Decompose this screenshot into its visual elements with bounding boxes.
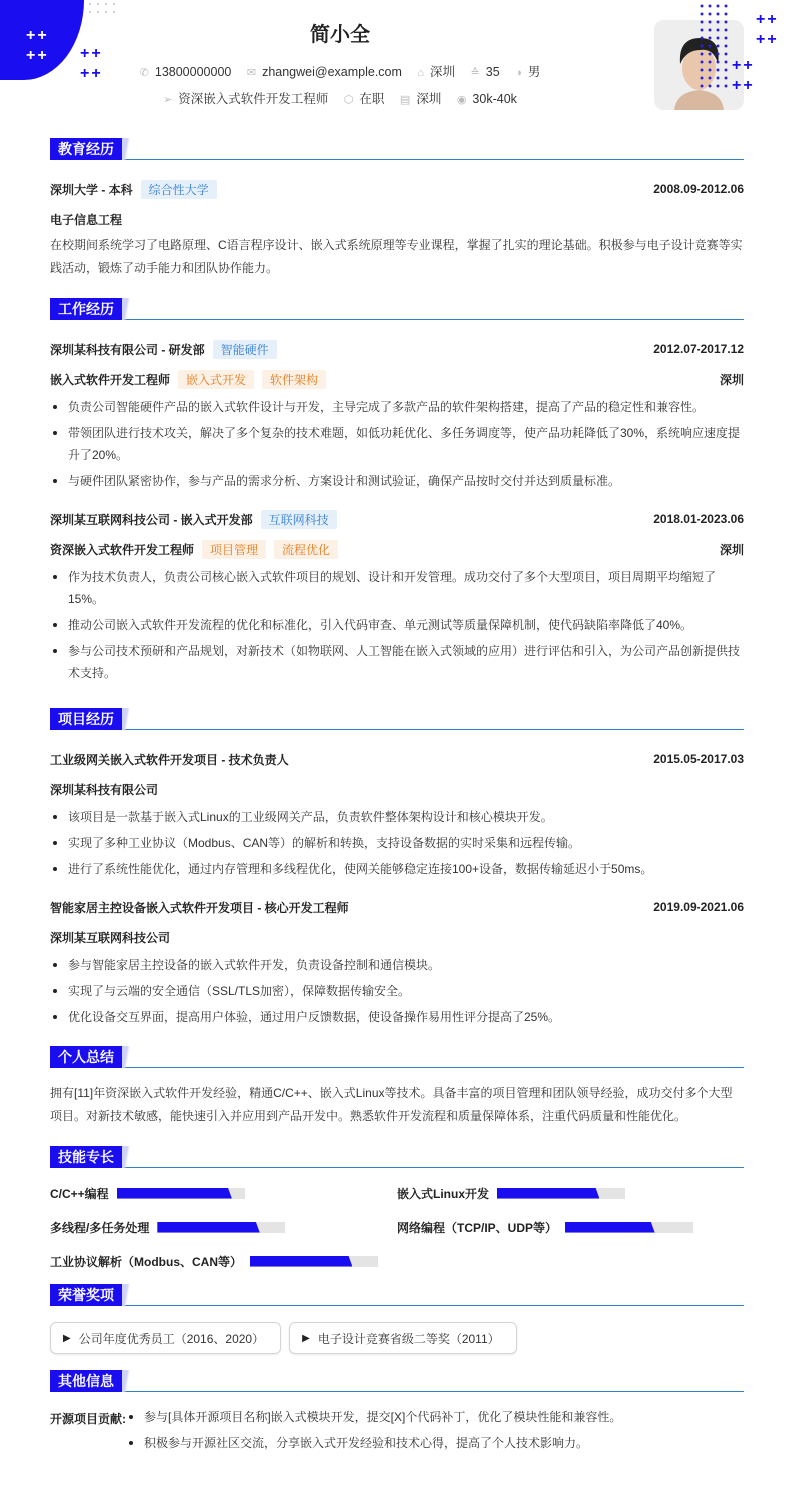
date: 2012.07-2017.12	[653, 342, 744, 356]
date: 2008.09-2012.06	[653, 182, 744, 196]
other-label: 开源项目贡献:	[50, 1412, 126, 1426]
bullet: 参与[具体开源项目名称]嵌入式模块开发，提交[X]个代码补丁，优化了模块性能和兼容性。	[126, 1406, 744, 1428]
project-name: 工业级网关嵌入式软件开发项目 - 技术负责人	[50, 752, 289, 767]
skill-tag: 软件架构	[262, 370, 326, 389]
skill-name: 工业协议解析（Modbus、CAN等）	[50, 1254, 242, 1269]
gender-icon: ◑	[515, 67, 522, 79]
email: zhangwei@example.com	[262, 65, 402, 79]
bullet: 参与公司技术预研和产品规划，对新技术（如物联网、人工智能在嵌入式领域的应用）进行评估和引入，为公司产品创新提供技术支持。	[50, 640, 744, 684]
skill-tag: 嵌入式开发	[178, 370, 254, 389]
section-header: 个人总结	[50, 1046, 744, 1068]
section-header: 教育经历	[50, 138, 744, 160]
triangle-icon: ▶	[63, 1332, 71, 1344]
skill-level-bar	[157, 1222, 285, 1233]
bullet: 作为技术负责人，负责公司核心嵌入式软件项目的规划、设计和开发管理。成功交付了多个大型项目，项目周期平均缩短了15%。	[50, 566, 744, 610]
candidate-name: 简小全	[310, 24, 370, 46]
section-header: 其他信息	[50, 1370, 744, 1392]
bullet: 积极参与开源社区交流，分享嵌入式开发经验和技术心得，提高了个人技术影响力。	[126, 1432, 744, 1454]
summary-section	[50, 1046, 744, 1128]
project-item	[50, 744, 744, 880]
bullet: 进行了系统性能优化，通过内存管理和多线程优化，使网关能够稳定连接100+设备，数据传输延迟小于50ms。	[50, 858, 744, 880]
bullet: 参与智能家居主控设备的嵌入式软件开发，负责设备控制和通信模块。	[50, 954, 744, 976]
send-icon: ➢	[163, 94, 173, 106]
skill-item	[397, 1210, 744, 1244]
skill-item	[50, 1244, 397, 1278]
dot-pattern	[698, 2, 732, 92]
skill-level-fill	[497, 1188, 599, 1199]
date: 2019.09-2021.06	[653, 900, 744, 914]
mail-icon: ✉	[246, 67, 257, 79]
industry-tag: 互联网科技	[261, 510, 337, 529]
project-section	[50, 708, 744, 1028]
contact-row	[0, 62, 680, 80]
summary-text: 拥有[11]年资深嵌入式软件开发经验，精通C/C++、嵌入式Linux等技术。具备丰富的项目管理和团队领导经验，成功交付多个大型项目。对新技术敏感，能快速引入并应用到产品开发中。熟悉软件开发流程和质量保障体系，注重代码质量和性能优化。	[50, 1086, 733, 1123]
salary: 30k-40k	[472, 92, 517, 106]
company: 深圳某互联网科技公司 - 嵌入式开发部	[50, 512, 253, 527]
gender: 男	[527, 65, 541, 79]
skill-tag: 项目管理	[202, 540, 266, 559]
major: 电子信息工程	[50, 212, 123, 227]
project-company: 深圳某互联网科技公司	[50, 930, 171, 945]
other-section	[50, 1370, 744, 1458]
industry-tag: 智能硬件	[213, 340, 277, 359]
cake-icon: ≙	[470, 67, 480, 79]
resume-body	[50, 138, 744, 1458]
plus-decoration-icon: ++ ++	[732, 57, 755, 94]
job-intent-row	[0, 89, 680, 107]
skill-name: 网络编程（TCP/IP、UDP等）	[397, 1220, 558, 1235]
city: 深圳	[430, 65, 456, 79]
status: 在职	[359, 92, 385, 106]
bullet: 带领团队进行技术攻关，解决了多个复杂的技术难题，如低功耗优化、多任务调度等，使产品功耗降低了30%，系统响应速度提升了20%。	[50, 422, 744, 466]
skill-level-fill	[250, 1256, 352, 1267]
skills-list	[50, 1176, 744, 1278]
date: 2015.05-2017.03	[653, 752, 744, 766]
project-company: 深圳某科技有限公司	[50, 782, 159, 797]
skill-level-fill	[157, 1222, 259, 1233]
section-header: 技能专长	[50, 1146, 744, 1168]
skill-level-fill	[565, 1222, 655, 1233]
project-name: 智能家居主控设备嵌入式软件开发项目 - 核心开发工程师	[50, 900, 349, 915]
bullet: 实现了与云端的安全通信（SSL/TLS加密），保障数据传输安全。	[50, 980, 744, 1002]
award-item: ▶ 公司年度优秀员工（2016、2020）	[50, 1322, 281, 1354]
plus-decoration-icon: ++ ++	[756, 11, 779, 48]
section-header: 项目经历	[50, 708, 744, 730]
plus-decoration-icon: ++ ++	[80, 45, 103, 82]
education-section	[50, 138, 744, 280]
home-icon: ⌂	[417, 67, 425, 79]
work-item	[50, 504, 744, 684]
skill-level-bar	[117, 1188, 245, 1199]
resume-header	[0, 0, 794, 120]
school-tag: 综合性大学	[141, 180, 217, 199]
skills-section	[50, 1146, 744, 1278]
work-item	[50, 334, 744, 492]
skill-item	[50, 1176, 397, 1210]
bullet: 该项目是一款基于嵌入式Linux的工业级网关产品，负责软件整体架构设计和核心模块开发。	[50, 806, 744, 828]
skill-level-bar	[250, 1256, 378, 1267]
skill-name: 多线程/多任务处理	[50, 1220, 150, 1235]
city: 深圳	[719, 542, 744, 557]
awards-section	[50, 1284, 744, 1354]
company: 深圳某科技有限公司 - 研发部	[50, 342, 205, 357]
age: 35	[485, 65, 500, 79]
skill-name: 嵌入式Linux开发	[397, 1186, 489, 1201]
building-icon: ▤	[399, 94, 411, 106]
skill-item	[397, 1176, 744, 1210]
city: 深圳	[719, 372, 744, 387]
triangle-icon: ▶	[302, 1332, 310, 1344]
section-header: 荣誉奖项	[50, 1284, 744, 1306]
skill-item	[50, 1210, 397, 1244]
skill-tag: 流程优化	[274, 540, 338, 559]
plus-decoration-icon: ++ ++	[26, 27, 49, 64]
award-item: ▶ 电子设计竞赛省级二等奖（2011）	[289, 1322, 517, 1354]
bullet: 推动公司嵌入式软件开发流程的优化和标准化，引入代码审查、单元测试等质量保障机制，使代码缺陷率降低了40%。	[50, 614, 744, 636]
role: 嵌入式软件开发工程师	[50, 372, 171, 387]
education-desc: 在校期间系统学习了电路原理、C语言程序设计、嵌入式系统原理等专业课程，掌握了扎实的理论基础。积极参与电子设计竞赛等实践活动，锻炼了动手能力和团队协作能力。	[50, 238, 743, 275]
dot-pattern	[86, 0, 120, 16]
project-item	[50, 892, 744, 1028]
skill-level-bar	[497, 1188, 625, 1199]
bullet: 与硬件团队紧密协作，参与产品的需求分析、方案设计和测试验证，确保产品按时交付并达到质量标准。	[50, 470, 744, 492]
phone-icon: ✆	[139, 67, 149, 79]
skill-name: C/C++编程	[50, 1186, 109, 1201]
role: 资深嵌入式软件开发工程师	[50, 542, 195, 557]
work-section	[50, 298, 744, 684]
skill-level-bar	[565, 1222, 693, 1233]
coin-icon: ◉	[456, 94, 467, 106]
skill-level-fill	[117, 1188, 232, 1199]
phone: 13800000000	[154, 65, 232, 79]
target-job: 资深嵌入式软件开发工程师	[178, 92, 329, 106]
date: 2018.01-2023.06	[653, 512, 744, 526]
school: 深圳大学 - 本科	[50, 182, 133, 197]
status-icon: ⬡	[343, 94, 354, 106]
bullet: 优化设备交互界面，提高用户体验，通过用户反馈数据，使设备操作易用性评分提高了25%。	[50, 1006, 744, 1028]
section-header: 工作经历	[50, 298, 744, 320]
target-city: 深圳	[416, 92, 442, 106]
bullet: 实现了多种工业协议（Modbus、CAN等）的解析和转换，支持设备数据的实时采集和远程传输。	[50, 832, 744, 854]
bullet: 负责公司智能硬件产品的嵌入式软件设计与开发，主导完成了多款产品的软件架构搭建，提高了产品的稳定性和兼容性。	[50, 396, 744, 418]
